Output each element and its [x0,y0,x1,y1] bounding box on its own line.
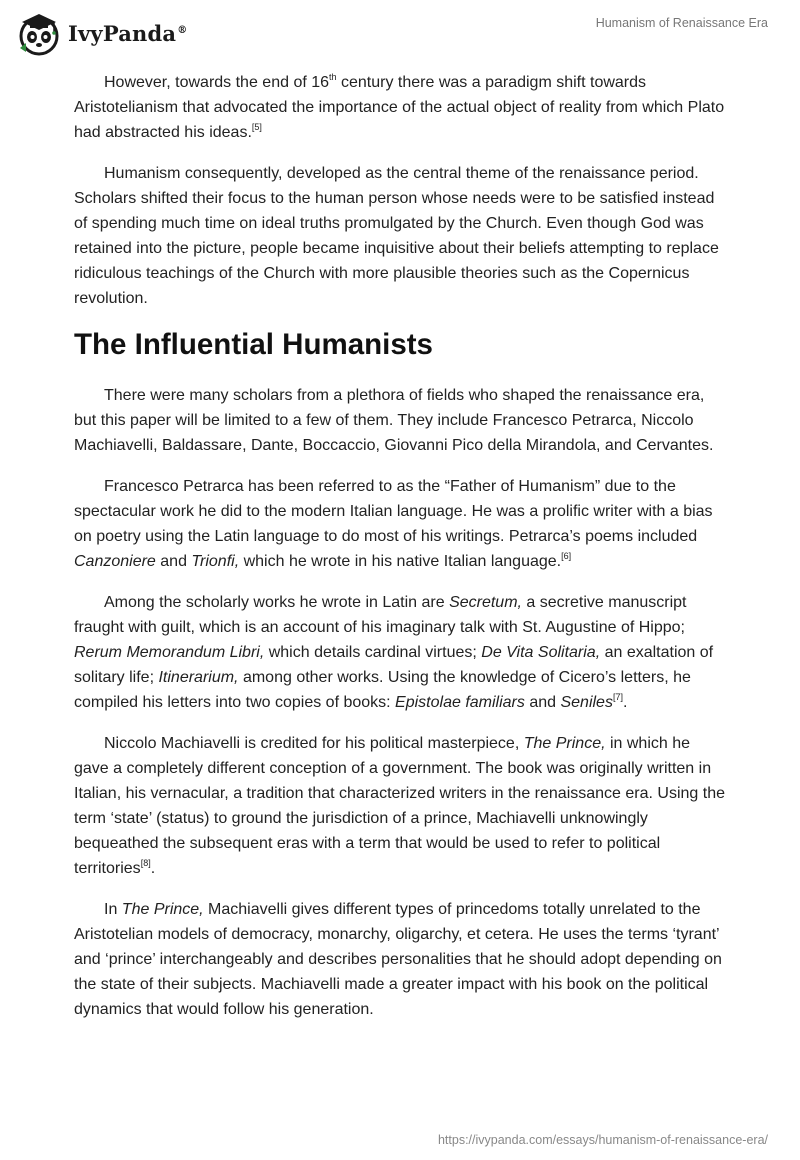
text-run: . [622,694,628,711]
text-run: which details cardinal virtues; [264,644,482,661]
book-title: Itinerarium, [158,669,239,686]
book-title: Canzoniere [74,553,156,570]
paragraph: Humanism consequently, developed as the central theme of the renaissance period. Scholars shifted their focus to the human person whose needs were to be satisfied instead of spending much time on ideal truths promulgated by the Church. Even though God was retained into the picture, people became inquisitive about their beliefs attempting to replace ridiculous teachings of the Church with more plausible theories such as the Copernicus revolution. [74,165,719,307]
book-title: Trionfi, [191,553,240,570]
essay-body [74,70,726,1038]
text-run: which he wrote in his native Italian language. [239,553,562,570]
page-header [0,0,800,66]
ordinal-suffix: th [329,72,337,82]
book-title: Rerum Memorandum Libri, [74,644,265,661]
book-title: The Prince, [523,735,606,752]
footnote-ref[interactable]: [6] [561,551,572,561]
paragraph [74,590,726,715]
brand-text: IvyPanda [68,20,177,46]
paragraph [74,731,726,881]
paragraph [74,897,726,1022]
source-url[interactable]: https://ivypanda.com/essays/humanism-of-renaissance-era/ [437,1133,768,1147]
text-run: In [104,901,122,918]
footnote-ref[interactable]: [8] [140,858,151,868]
text-run: Machiavelli gives different types of princedoms totally unrelated to the Aristotelian models of democracy, monarchy, oligarchy, et cetera. He uses the terms ‘tyrant’ and ‘prince’ interchangeably and describes personalities that he should adopt depending on the state of their subjects. Machiavelli made a greater impact with his book on the political dynamics that would follow his generation. [74,901,722,1018]
footnote-ref[interactable]: [5] [251,122,262,132]
text-run: in which he gave a completely different conception of a government. The book was originally written in Italian, his vernacular, a tradition that characterized writers in the renaissance era. Using the term ‘state’ (status) to ground the jurisdiction of a prince, Machiavelli unknowingly bequeathed the subsequent eras with a term that would be used to refer to political territories [74,735,725,877]
book-title: The Prince, [121,901,204,918]
book-title: Secretum, [449,594,522,611]
book-title: Seniles [560,694,613,711]
brand-name [68,21,187,46]
paragraph: There were many scholars from a plethora of fields who shaped the renaissance era, but this paper will be limited to a few of them. They include Francesco Petrarca, Niccolo Machiavelli, Baldassare, Dante, Boccaccio, Giovanni Pico della Mirandola, and Cervantes. [74,387,714,454]
ivypanda-logo[interactable] [16,8,187,58]
book-title: Epistolae familiars [395,694,525,711]
section-heading: The Influential Humanists [74,328,433,361]
book-title: De Vita Solitaria, [481,644,601,661]
text-run: . [150,860,156,877]
footnote-ref[interactable]: [7] [612,692,623,702]
text-run: and [155,553,192,570]
text-run: Francesco Petrarca has been referred to as the “Father of Humanism” due to the spectacular work he did to the modern Italian language. He was a prolific writer with a bias on poetry using the Latin language to do most of his writings. Petrarca’s poems included [74,478,713,545]
text-run: However, towards the end of 16 [104,74,330,91]
paragraph [74,70,726,145]
panda-graduate-icon [16,10,62,56]
paragraph [74,474,726,574]
text-run: among other works. Using the knowledge of Cicero’s letters, he compiled his letters into two copies of books: [74,669,691,711]
doc-title: Humanism of Renaissance Era [595,16,768,30]
text-run: a secretive manuscript fraught with guilt, which is an account of his imaginary talk with St. Augustine of Hippo; [74,594,687,636]
text-run: Among the scholarly works he wrote in Latin are [104,594,450,611]
text-run: and [524,694,561,711]
text-run: an exaltation of solitary life; [74,644,714,686]
text-run: Niccolo Machiavelli is credited for his political masterpiece, [104,735,524,752]
registered-mark: ® [177,24,188,36]
text-run: century there was a paradigm shift towards Aristotelianism that advocated the importance of the actual object of reality from which Plato had abstracted his ideas. [74,74,725,141]
